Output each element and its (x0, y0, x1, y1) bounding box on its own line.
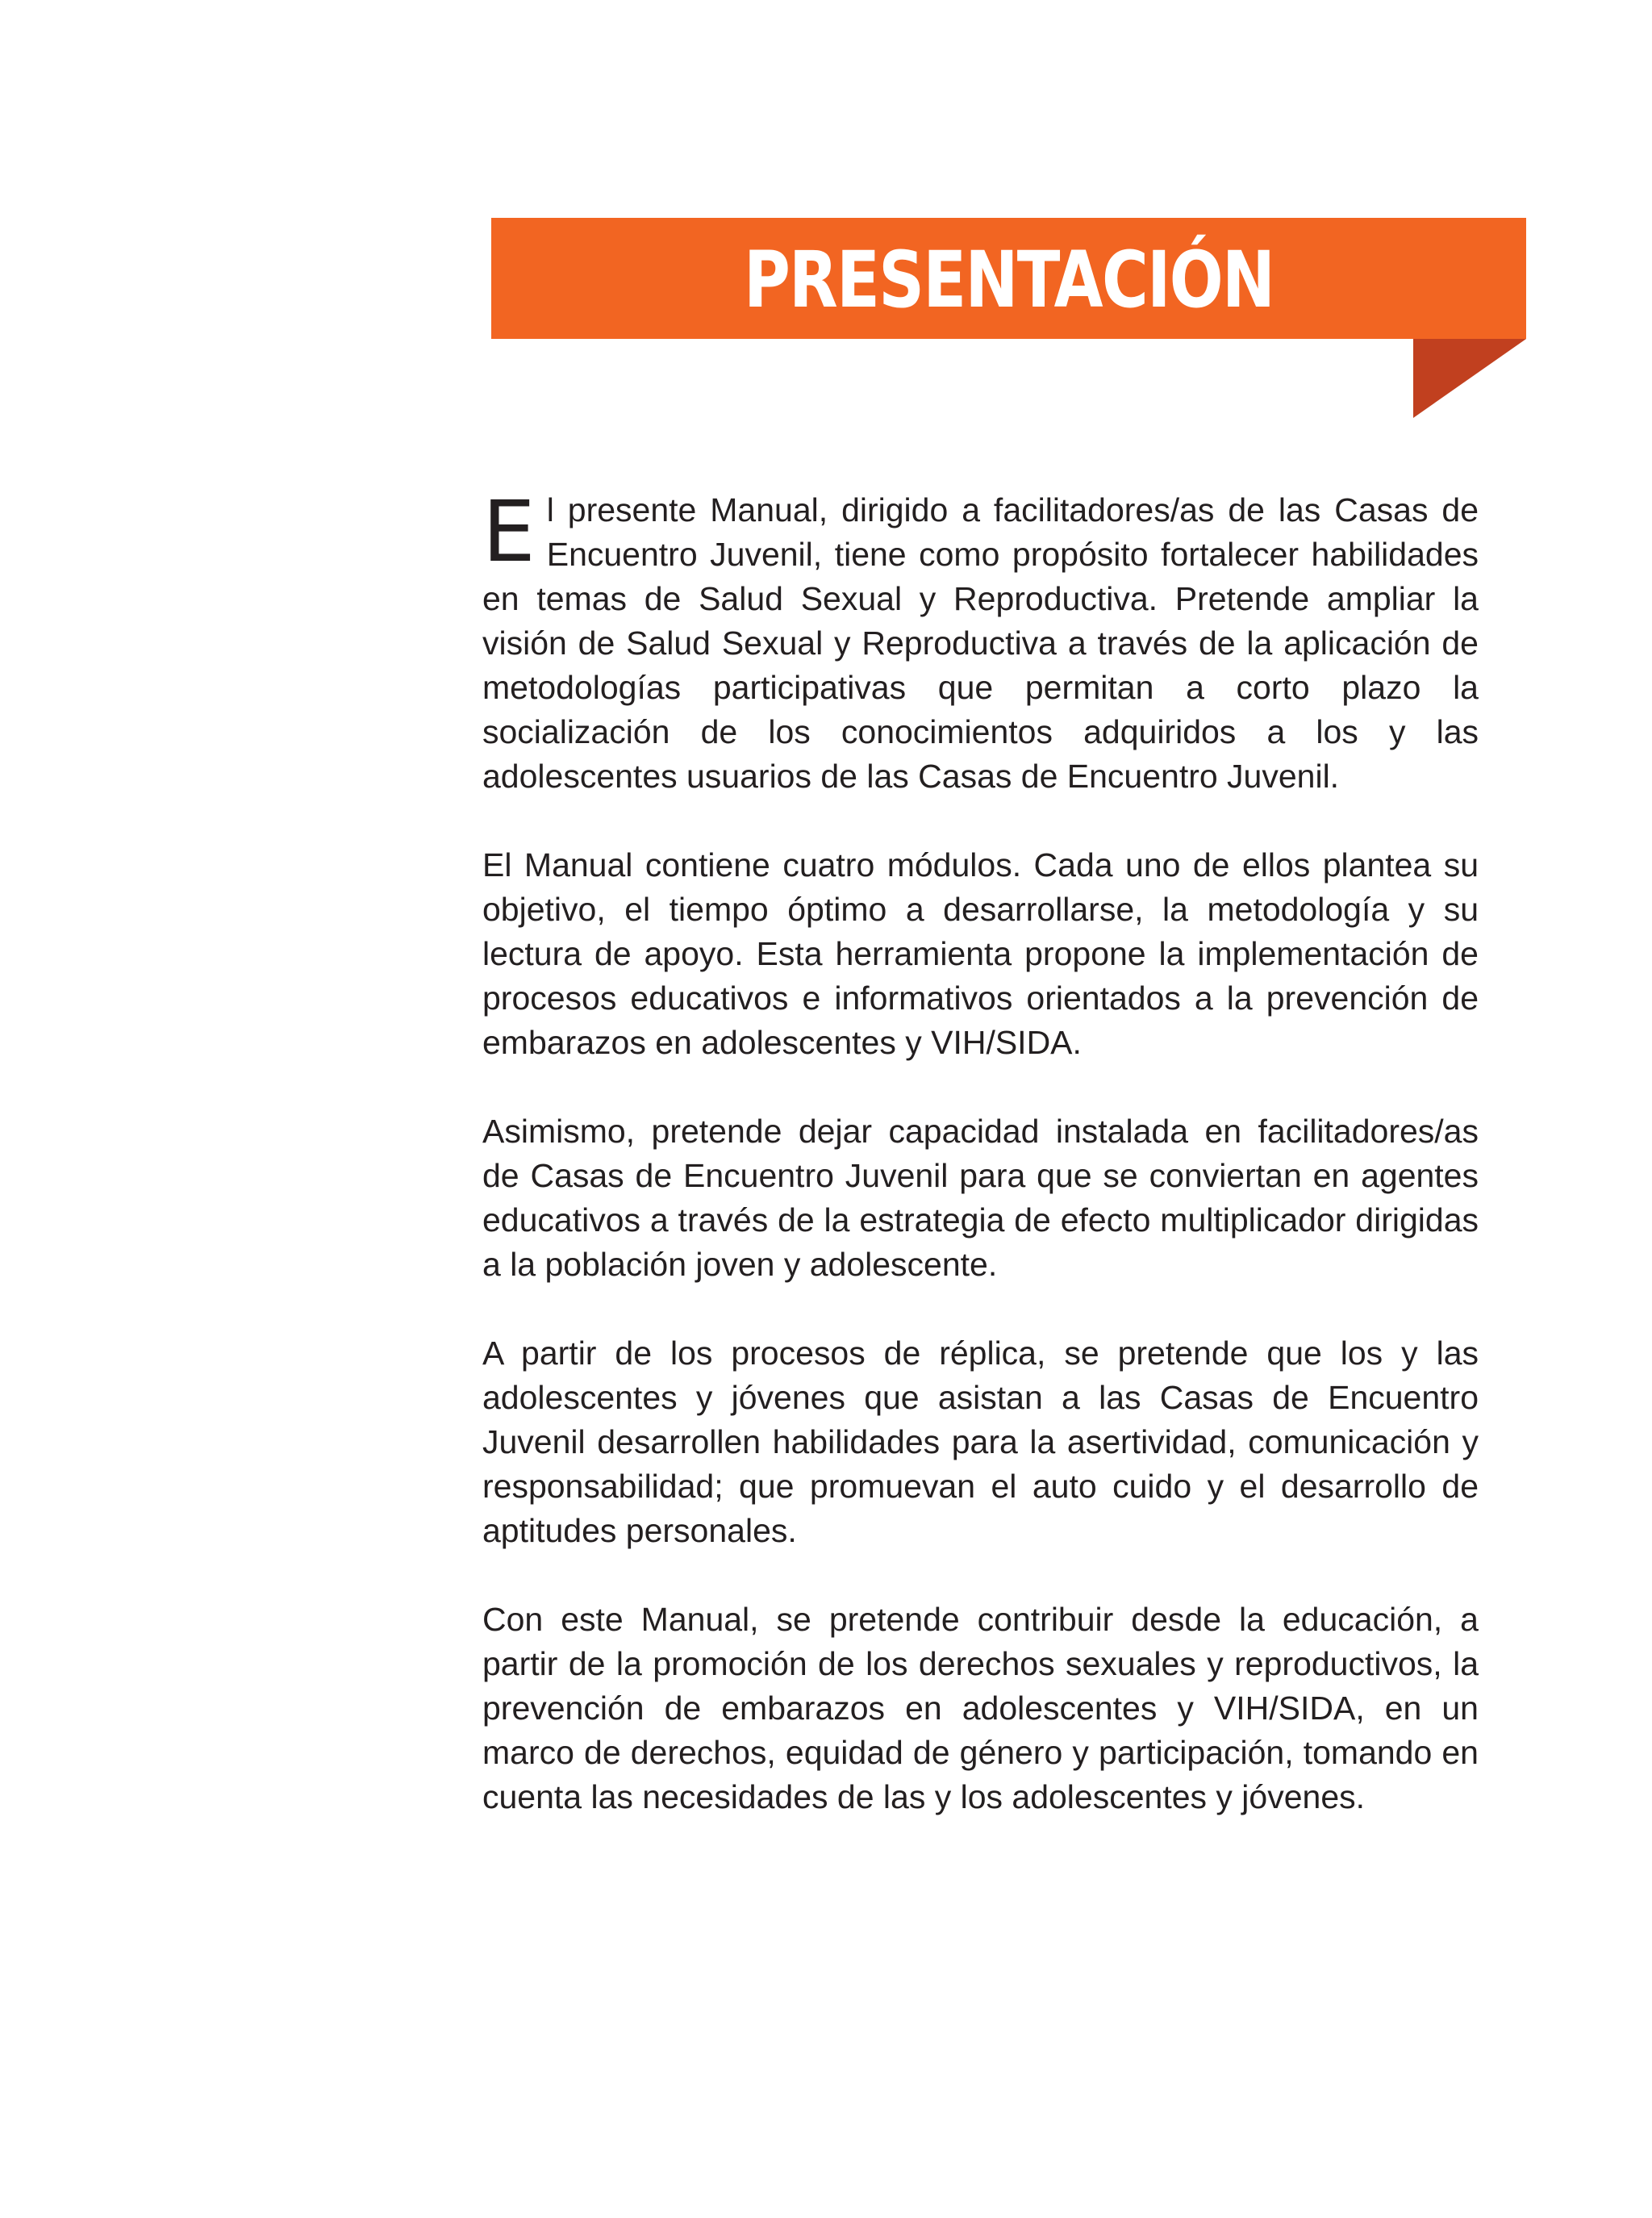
presentation-body (482, 482, 1479, 1864)
banner-fold-shape (1413, 339, 1526, 418)
drop-cap: E (482, 482, 536, 581)
paragraph-1 (482, 482, 1479, 799)
paragraph-4: A partir de los procesos de réplica, se pretende que los y las adolescentes y jóvenes que asistan a las Casas de Encuentro Juvenil desarrollen habilidades para la asertividad, comunicación y responsabilidad; que promuevan el auto cuido y el desarrollo de aptitudes personales. (482, 1335, 1479, 1549)
paragraph-3: Asimismo, pretende dejar capacidad instalada en facilitadores/as de Casas de Encuentro Juvenil para que se conviertan en agentes educativos a través de la estrategia de efecto multiplicador dirigidas a la población joven y adolescente. (482, 1113, 1479, 1283)
banner-fold (1413, 339, 1526, 418)
page-title: PRESENTACIÓN (743, 235, 1274, 325)
paragraph-5: Con este Manual, se pretende contribuir desde la educación, a partir de la promoción de los derechos sexuales y reproductivos, la prevención de embarazos en adolescentes y VIH/SIDA, en un marco de derechos, equidad de género y participación, tomando en cuenta las necesidades de las y los adolescentes y jóvenes. (482, 1601, 1479, 1815)
paragraph-1-text: l presente Manual, dirigido a facilitadores/as de las Casas de Encuentro Juvenil, tiene como propósito fortalecer habilidades en temas de Salud Sexual y Reproductiva. Pretende ampliar la visión de Salud Sexual y Reproductiva a través de la aplicación de metodologías participativas que permitan a corto plazo la socialización de los conocimientos adquiridos a los y las adolescentes usuarios de las Casas de Encuentro Juvenil. (482, 491, 1479, 795)
paragraph-2: El Manual contiene cuatro módulos. Cada uno de ellos plantea su objetivo, el tiempo óptimo a desarrollarse, la metodología y su lectura de apoyo. Esta herramienta propone la implementación de procesos educativos e informativos orientados a la prevención de embarazos en adolescentes y VIH/SIDA. (482, 846, 1479, 1061)
title-banner (491, 218, 1526, 339)
